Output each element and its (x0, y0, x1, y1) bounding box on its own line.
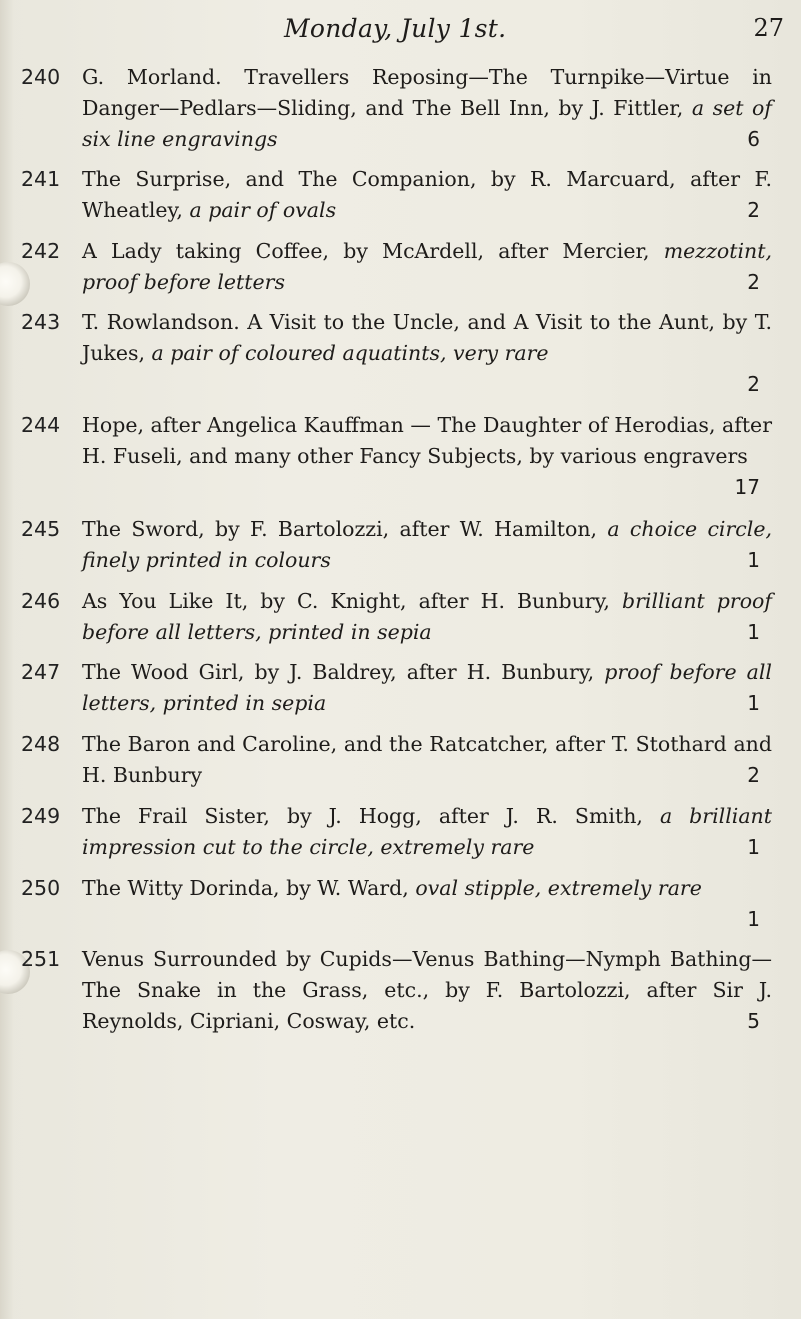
page-header (284, 14, 784, 48)
lot-title: The Surprise, and The Companion, by R. Marcuard, after F. Wheatley, (82, 167, 772, 222)
lot-title: T. Rowlandson. A Visit to the Uncle, and A Visit to the Aunt, by T. Jukes, (82, 310, 772, 365)
lot-description (82, 729, 772, 791)
lot-number: 242 (21, 239, 61, 263)
lot-note: a pair of ovals (189, 198, 337, 222)
lot-title: The Wood Girl, by J. Baldrey, after H. Bunbury, (82, 660, 595, 684)
lot-description (82, 801, 772, 863)
lot-number: 247 (21, 660, 61, 684)
lot-title: Venus Surrounded by Cupids—Venus Bathing—Nymph Bathing—The Snake in the Grass, etc., by F. Bartolozzi, after Sir J. Reynolds, Cipriani, Cosway, etc. (82, 947, 772, 1033)
lot-note: proof before all letters, printed in sepia (82, 660, 772, 715)
lot-quantity: 1 (747, 691, 760, 715)
page-number: 27 (753, 14, 784, 42)
lot-number: 241 (21, 167, 61, 191)
lot-description (82, 944, 772, 1037)
lot-description (82, 514, 772, 576)
lot-number: 240 (21, 65, 61, 89)
lot-quantity: 1 (747, 907, 760, 931)
lot-note: a brilliant impression cut to the circle, extremely rare (82, 804, 772, 859)
lot-note: a choice circle, finely printed in colours (82, 517, 772, 572)
lot-description (82, 236, 772, 298)
lot-title: The Sword, by F. Bartolozzi, after W. Hamilton, (82, 517, 598, 541)
lot-title: The Baron and Caroline, and the Ratcatcher, after T. Stothard and H. Bunbury (82, 732, 772, 787)
lot-number: 248 (21, 732, 61, 756)
lot-number: 245 (21, 517, 61, 541)
lot-number: 251 (21, 947, 61, 971)
lot-note: a pair of coloured aquatints, very rare (151, 341, 549, 365)
lot-title: As You Like It, by C. Knight, after H. Bunbury, (82, 589, 610, 613)
lot-quantity: 5 (747, 1009, 760, 1033)
punch-hole-top (0, 262, 30, 306)
lot-note: brilliant proof before all letters, printed in sepia (82, 589, 772, 644)
lot-note: oval stipple, extremely rare (415, 876, 702, 900)
lot-number: 244 (21, 413, 61, 437)
lot-title: G. Morland. Travellers Reposing—The Turnpike—Virtue in Danger—Pedlars—Sliding, and The Bell Inn, by J. Fittler, (82, 65, 772, 120)
lot-quantity: 1 (747, 548, 760, 572)
lot-quantity: 1 (747, 835, 760, 859)
lot-quantity: 17 (734, 475, 760, 499)
lot-title: The Frail Sister, by J. Hogg, after J. R. Smith, (82, 804, 643, 828)
lot-quantity: 6 (747, 127, 760, 151)
lot-title: A Lady taking Coffee, by McArdell, after Mercier, (82, 239, 650, 263)
lot-quantity: 2 (747, 198, 760, 222)
lot-description (82, 164, 772, 226)
lot-quantity: 2 (747, 270, 760, 294)
lot-description (82, 657, 772, 719)
lot-title: The Witty Dorinda, by W. Ward, (82, 876, 409, 900)
page-title: Monday, July 1st. (284, 14, 507, 43)
lot-number: 250 (21, 876, 61, 900)
lot-description (82, 62, 772, 155)
lot-title: Hope, after Angelica Kauffman — The Daughter of Herodias, after H. Fuseli, and many other Fancy Subjects, by various engravers (82, 413, 772, 468)
binding-shadow (0, 0, 14, 1319)
lot-description (82, 410, 772, 472)
lot-note: a set of six line engravings (82, 96, 772, 151)
lot-description (82, 307, 772, 369)
lot-number: 246 (21, 589, 61, 613)
lot-quantity: 2 (747, 372, 760, 396)
lot-quantity: 2 (747, 763, 760, 787)
lot-number: 243 (21, 310, 61, 334)
lot-description (82, 873, 772, 904)
lot-number: 249 (21, 804, 61, 828)
lot-description (82, 586, 772, 648)
lot-note: mezzotint, proof before letters (82, 239, 772, 294)
lot-quantity: 1 (747, 620, 760, 644)
